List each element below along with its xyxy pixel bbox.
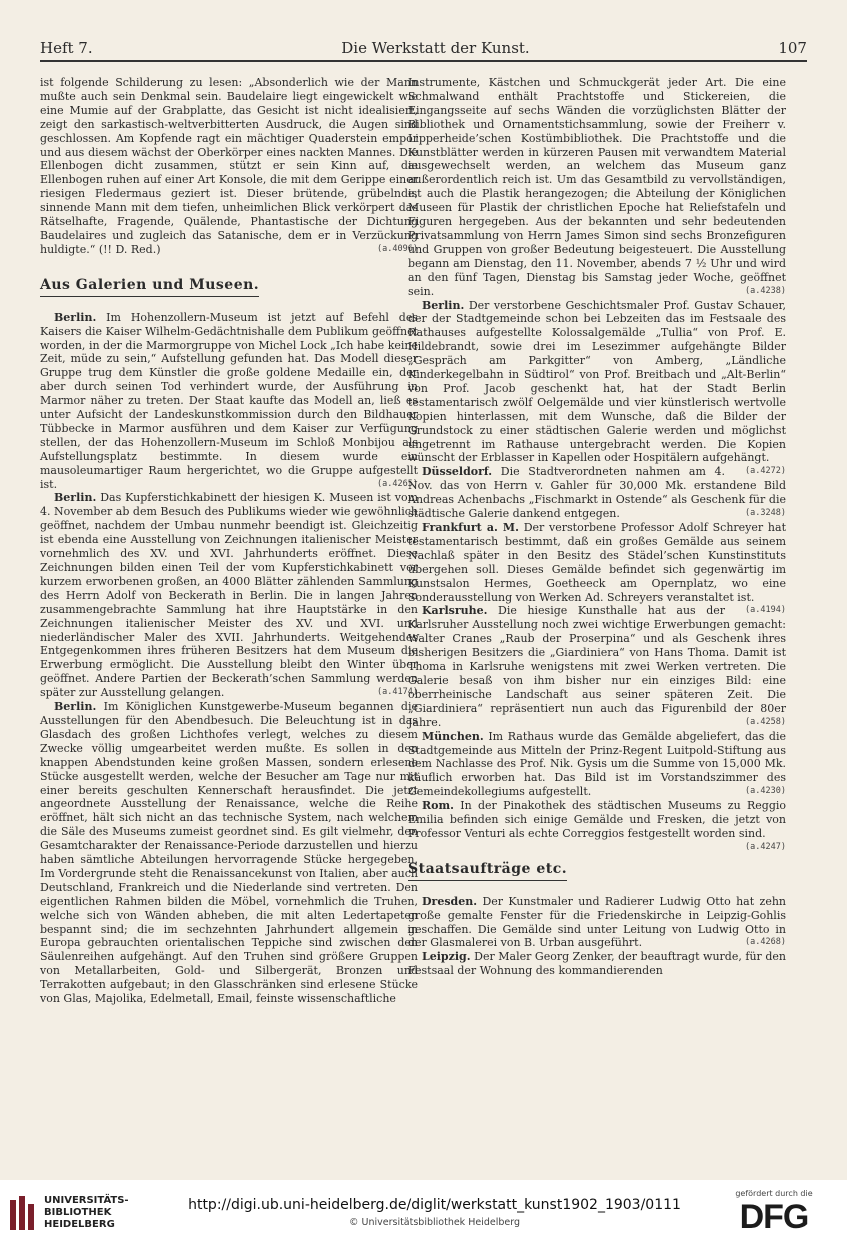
paragraph: Karlsruhe. Die hiesige Kunsthalle hat aus der Karlsruher Ausstellung noch zwei wichtige Erwerbungen gemacht: Walter Cranes „Raub der Proserpina“ und als Geschenk ihres bisherigen Besitzers die „Giardiniera“ von Hans Thoma. Damit ist Thoma in Karlsruhe wenigstens mit zwei Werken vertreten. Die Galerie besaß von ihm bisher nur ein einziges Bild: eine oberrheinische Landschaft aus seiner späteren Zeit. Die „Giardiniera“ repräsentiert nun auch das Figurenbild der 80er Jahre. (a.4258)	[408, 604, 786, 729]
paragraph: Berlin. Das Kupferstichkabinett der hiesigen K. Museen ist vom 4. November ab dem Besuch des Publikums wieder wie gewöhnlich geöffnet, nachdem der Umbau nunmehr beendigt ist. Gleichzeitig ist ebenda eine Ausstellung von Zeichnungen italienischer Meister vornehmlich des XV. und XVI. Jahrhunderts eröffnet. Diese Zeichnungen bilden einen Teil der vom Kupferstichkabinett vor kurzem erworbenen großen, an 4000 Blätter zählenden Sammlung des Herrn Adolf von Beckerath in Berlin. Die in langen Jahren zusammengebrachte Sammlung hat ihre Hauptstärke in den Zeichnungen italienischer Meister des XV. und XVI. und niederländischer Maler des XVII. Jahrhunderts. Weitgehendes Entgegenkommen ihres früheren Besitzers hat dem Museum die Erwerbung ermöglicht. Die Ausstellung bleibt den Winter über geöffnet. Andere Partien der Beckerath’schen Sammlung werden später zur Ausstellung gelangen. (a.4174)	[40, 491, 418, 700]
running-header	[40, 36, 807, 62]
paragraph: Rom. In der Pinakothek des städtischen Museums zu Reggio Emilia befinden sich einige Gemälde und Fresken, die jetzt von Professor Venturi als echte Correggios festgestellt worden sind. (a.4247)	[408, 799, 786, 852]
section-heading: Aus Galerien und Museen.	[40, 279, 259, 297]
paragraph: Frankfurt a. M. Der verstorbene Professor Adolf Schreyer hat testamentarisch bestimmt, daß ein großes Gemälde aus seinem Nachlaß später in den Besitz des Städel’schen Kunstinstituts übergehen soll. Dieses Gemälde befindet sich gegenwärtig im Kunstsalon Hermes, Goetheeck am Opernplatz, wo eine Sonderausstellung von Werken Ad. Schreyers veranstaltet ist. (a.4194)	[408, 521, 786, 616]
dfg-wordmark: DFG	[739, 1197, 809, 1236]
left-column	[40, 76, 418, 1006]
section-heading: Staatsaufträge etc.	[408, 863, 567, 881]
library-name: UNIVERSITÄTS- BIBLIOTHEK HEIDELBERG	[44, 1194, 129, 1230]
paragraph: Dresden. Der Kunstmaler und Radierer Ludwig Otto hat zehn große gemalte Fenster für die Friedenskirche in Leipzig-Gohlis geschaffen. Die Gemälde sind unter Leitung von Ludwig Otto in der Glasmalerei von B. Urban ausgeführt. (a.4268)	[408, 894, 787, 950]
paragraph: Düsseldorf. Die Stadtverordneten nahmen am 4. Nov. das von Herrn v. Gahler für 30,000 Mk. erstandene Bild Andreas Achenbachs „Fischmarkt in Ostende“ als Geschenk für die städtische Galerie dankend entgegen. (a.3248)	[408, 465, 786, 521]
permalink[interactable]: http://digi.ub.uni-heidelberg.de/diglit/werkstatt_kunst1902_1903/0111	[188, 1197, 681, 1213]
right-column	[408, 76, 786, 978]
issue-label: Heft 7.	[40, 39, 93, 57]
paragraph: Leipzig. Der Maler Georg Zenker, der beauftragt wurde, für den Festsaal der Wohnung des kommandierenden	[408, 950, 787, 978]
library-logo[interactable]	[10, 1195, 150, 1231]
paragraph: Berlin. Im Hohenzollern-Museum ist jetzt auf Befehl des Kaisers die Kaiser Wilhelm-Gedächtnishalle dem Publikum geöffnet worden, in der die Marmorgruppe von Michel Lock „Ich habe keine Zeit, müde zu sein,“ Aufstellung gefunden hat. Das Modell dieser Gruppe trug dem Künstler die große goldene Medaille ein, der aber durch seinen Tod verhindert wurde, der Ausführung in Marmor näher zu treten. Der Staat kaufte das Modell an, ließ es unter Aufsicht der Landeskunstkommission durch den Bildhauer Tübbecke in Marmor ausführen und dem Kaiser zur Verfügung stellen, der das Hohenzollern-Museum im Schloß Monbijou als Aufstellungsplatz bestimmte. In diesem wurde ein mausoleumartiger Raum hergerichtet, wo die Gruppe aufgestellt ist. (a.4265)	[40, 310, 418, 491]
paragraph: ist folgende Schilderung zu lesen: „Absonderlich wie der Mann mußte auch sein Denkmal sein. Baudelaire liegt eingewickelt wie eine Mumie auf der Grabplatte, das Gesicht ist nicht idealisiert, zeigt den sarkastisch-weltverbitterten Ausdruck, die Augen sind geschlossen. Am Kopfende ragt ein mächtiger Quaderstein empor und aus diesem wächst der Oberkörper eines nackten Mannes. Die Ellenbogen dicht zusammen, stützt er sein Kinn auf, die Ellenbogen ruhen auf einer Art Konsole, die mit dem Gerippe einer riesigen Fledermaus geziert ist. Dieser brütende, grübelnde, sinnende Mann mit dem tiefen, unheimlichen Blick verkörpert das Rätselhafte, Fragende, Quälende, Phantastische der Dichtung Baudelaires und zugleich das Satanische, dem er in Verzückung huldigte.“ (!! D. Red.) (a.4096)	[40, 76, 418, 256]
paragraph: Berlin. Im Königlichen Kunstgewerbe-Museum begannen die Ausstellungen für den Abendbesuch. Die Beleuchtung ist in das Glasdach des großen Lichthofes verlegt, welches zu diesem Zwecke völlig umgearbeitet werden mußte. Es sollen in den knappen Abendstunden keine großen Massen, sondern erlesene Stücke ausgestellt werden, welche der Besucher am Tage nur mit einer bereits geschulten Kennerschaft herausfindet. Die jetzt angeordnete Ausstellung der Renaissance, welche die Reihe eröffnet, hält sich nicht an das technische System, nach welchem die Säle des Museums zumeist geordnet sind. Es gilt vielmehr, den Gesamtcharakter der Renaissance-Periode darzustellen und hierzu haben sämtliche Abteilungen hervorragende Stücke hergegeben. Im Vordergrunde steht die Renaissancekunst von Italien, aber auch Deutschland, Frankreich und die Niederlande sind vertreten. Den eigentlichen Rahmen bilden die Möbel, vornehmlich die Truhen, welche sich von Wänden abheben, die mit alten Ledertapeten bespannt sind; die im sechzehnten Jahrhundert allgemein in Europa gebrauchten orientalischen Teppiche sind zwischen den Säulenreihen aufgehängt. Auf den Truhen sind größere Gruppen von Metallarbeiten, Gold- und Silbergerät, Bronzen und Terrakotten aufgebaut; in den Glasschränken sind erlesene Stücke von Glas, Majolika, Edelmetall, Email, feinste wissenschaftliche	[40, 700, 419, 1006]
funding-note: gefördert durch die	[735, 1188, 813, 1198]
journal-title: Die Werkstatt der Kunst.	[341, 39, 530, 57]
paragraph: Instrumente, Kästchen und Schmuckgerät jeder Art. Die eine Schmalwand enthält Prachtstoffe und Stickereien, die Eingangsseite auf sechs Wänden die vorzüglichsten Blätter der Bibliothek und Ornamentstichsammlung, sowie der Freiherr v. Lipperheide’schen Kostümbibliothek. Die Prachtstoffe und die Kunstblätter werden in kürzeren Pausen mit verwandtem Material ausgewechselt werden, an welchem das Museum ganz außerordentlich reich ist. Um das Gesamtbild zu vervollständigen, ist auch die Plastik herangezogen; die Abteilung der Königlichen Museen für Plastik der christlichen Epoche hat Reliefstafeln und Figuren hergegeben. Aus der bekannten und sehr bedeutenden Privatsammlung von Herrn James Simon sind sechs Bronzefiguren und Gruppen von großer Bedeutung beigesteuert. Die Ausstellung begann am Dienstag, den 11. November, abends 7 ½ Uhr und wird an den fünf Tagen, Dienstag bis Samstag jeder Woche, geöffnet sein. (a.4238)	[408, 76, 786, 298]
copyright-notice: © Universitätsbibliothek Heidelberg	[348, 1217, 520, 1228]
viewer-footer	[0, 1180, 847, 1245]
library-emblem-icon	[10, 1196, 38, 1230]
paragraph: Berlin. Der verstorbene Geschichtsmaler Prof. Gustav Schauer, der der Stadtgemeinde schon bei Lebzeiten das im Festsaale des Rathauses aufgestellte Kolossalgemälde „Tullia“ von Prof. E. Hildebrandt, sowie drei im Lesezimmer aufgehängte Bilder „Gespräch am Parkgitter“ von Amberg, „Ländliche Kinderkegelbahn in Südtirol“ von Prof. Breitbach und „Alt-Berlin“ von Prof. Jacob geschenkt hat, hat der Stadt Berlin testamentarisch zwölf Oelgemälde und vier künstlerisch wertvolle Kopien hinterlassen, mit dem Wunsche, daß die Bilder der Grundstock zu einer städtischen Galerie werden und möglichst ungetrennt im Rathause untergebracht werden. Die Kopien wünscht der Erblasser in Kapellen oder Hospitälern aufgehängt. (a.4272)	[408, 298, 786, 477]
page-number: 107	[778, 39, 807, 57]
paragraph: München. Im Rathaus wurde das Gemälde abgeliefert, das die Stadtgemeinde aus Mitteln der Prinz-Regent Luitpold-Stiftung aus dem Nachlasse des Prof. Nik. Gysis um die Summe von 15,000 Mk. käuflich erworben hat. Das Bild ist im Vorstandszimmer des Gemeindekollegiums aufgestellt. (a.4230)	[408, 729, 786, 799]
dfg-logo[interactable]	[719, 1189, 829, 1237]
